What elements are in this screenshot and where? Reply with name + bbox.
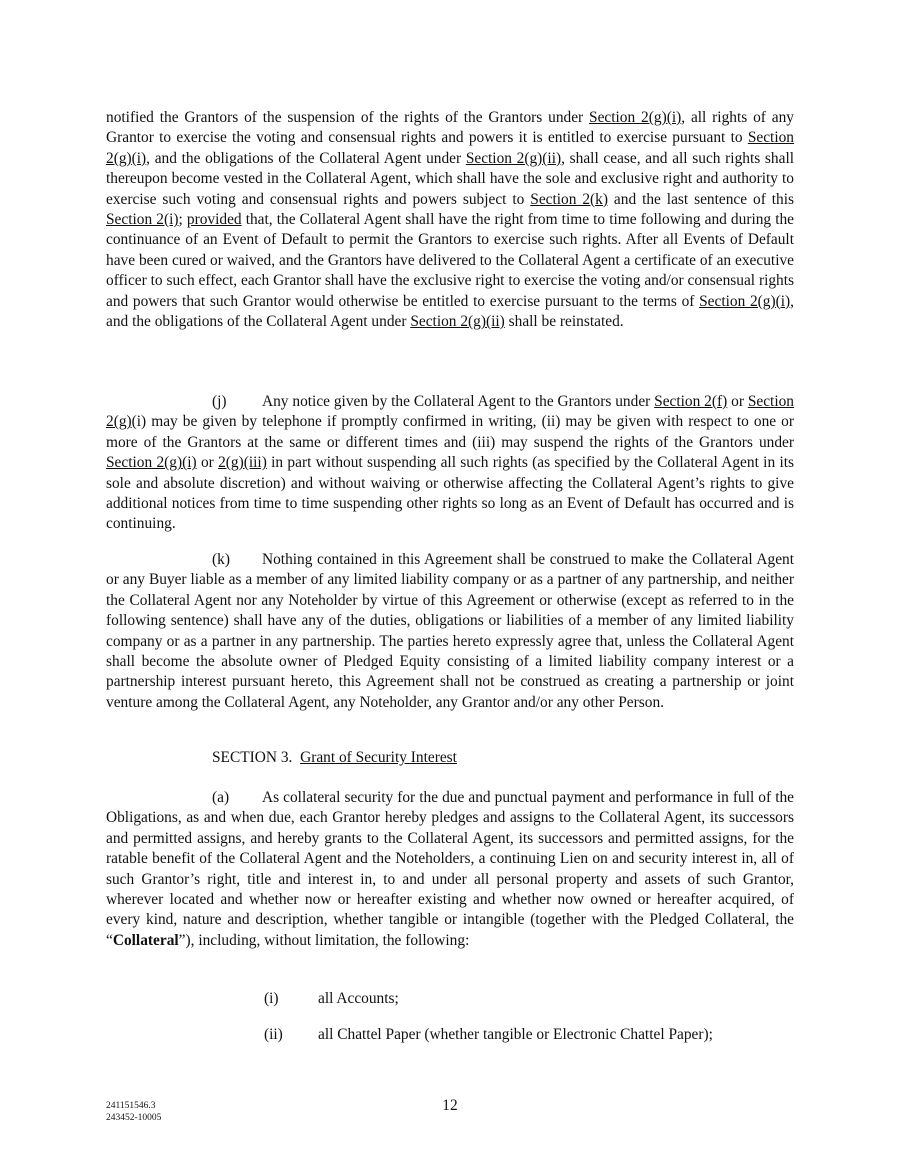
text-run: ”), including, without limitation, the following: (178, 931, 470, 949)
list-item-text: all Accounts; (318, 990, 399, 1007)
paragraph-k (106, 550, 794, 713)
section-reference: Section 2(k) (530, 190, 608, 208)
section-reference: Section 2(g)(i) (699, 292, 791, 310)
document-id-line: 241151546.3 (106, 1101, 156, 1111)
text-run: , all rights of any Grantor to exercise the voting and consensual rights and powers it is entitled to exercise pursuant to (106, 109, 794, 147)
paragraph-label: (k) (212, 551, 230, 568)
text-run: ; (178, 211, 187, 229)
document-id-line: 243452-10005 (106, 1113, 162, 1123)
list-item-number: (ii) (264, 1026, 283, 1043)
list-item (264, 989, 399, 1009)
section-reference: Section 2(g)(i) (589, 109, 682, 126)
section-reference: Section 2(f) (654, 393, 728, 410)
text-run: Any notice given by the Collateral Agent to the Grantors under (262, 393, 655, 410)
paragraph-a (106, 788, 794, 951)
section-reference: Section 2(i) (106, 211, 179, 229)
text-run: and the last sentence of this (608, 190, 794, 208)
defined-term-collateral: Collateral (112, 931, 179, 949)
text-run: (i) may be given by telephone if promptly confirmed in writing, (ii) may be given with respect to one or more of the Grantors at the same or different times and (iii) may suspend the rights of the Grantors under (106, 413, 794, 451)
list-item-text: all Chattel Paper (whether tangible or Electronic Chattel Paper); (318, 1026, 713, 1043)
paragraph-j (106, 392, 794, 535)
text-run: or (727, 393, 748, 410)
text-run: in part without suspending all such rights (as specified by the Collateral Agent in its sole and absolute discretion) and without waiving or otherwise affecting the Collateral Agent’s rights to give additional notices from time to time suspending other rights so long as an Event of Default has occurred and is continuing. (106, 454, 794, 533)
section-reference: Section 2(g)(ii) (465, 149, 562, 167)
section-number: SECTION 3. (212, 749, 293, 766)
section-reference: Section 2(g)(i) (106, 454, 197, 472)
section-reference: 2(g)(iii) (218, 454, 267, 472)
section-title: Grant of Security Interest (300, 749, 457, 766)
text-run: Nothing contained in this Agreement shall be construed to make the Collateral Agent or any Buyer liable as a member of any limited liability company or as a partner of any partnership, and neither the Collateral Agent nor any Noteholder by virtue of this Agreement or otherwise (except as referred to in the following sentence) shall have any of the duties, obligations or liabilities of a member of any limited liability company or as a partner in any partnership. The parties hereto expressly agree that, unless the Collateral Agent shall become the absolute owner of Pledged Equity consisting of a limited liability company interest or a partnership interest pursuant hereto, this Agreement shall not be construed as creating a partnership or joint venture among the Collateral Agent, any Noteholder, any Grantor and/or any other Person. (106, 551, 794, 711)
text-run: , and the obligations of the Collateral Agent under (106, 292, 794, 331)
list-item (264, 1025, 713, 1045)
section-3-heading (212, 748, 457, 768)
text-run: , and the obligations of the Collateral Agent under (146, 149, 466, 167)
section-reference: Section 2(g) (106, 393, 794, 431)
paragraph-label: (j) (212, 393, 227, 410)
section-reference: Section 2(g)(ii) (410, 313, 505, 331)
list-item-number: (i) (264, 990, 279, 1007)
page-number: 12 (442, 1097, 458, 1114)
text-run: or (196, 454, 219, 472)
paragraph-i-continued (106, 108, 794, 332)
section-reference: Section 2(g)(i) (106, 129, 794, 167)
text-run: , shall cease, and all such rights shall thereupon become vested in the Collateral Agent, which shall have the sole and exclusive right and authority to exercise such voting and consensual rights and powers subject to (106, 149, 795, 208)
paragraph-label: (a) (212, 789, 230, 806)
provided-term: provided (186, 211, 242, 229)
text-run: that, the Collateral Agent shall have the right from time to time following and during the continuance of an Event of Default to permit the Grantors to exercise such rights. After all Events of Default have been cured or waived, and the Grantors have delivered to the Collateral Agent a certificate of an executive officer to such effect, each Grantor shall have the exclusive right to exercise the voting and/or consensual rights and powers that such Grantor would otherwise be entitled to exercise pursuant to the terms of (106, 211, 795, 310)
text-run: shall be reinstated. (504, 313, 624, 331)
text-run: notified the Grantors of the suspension of the rights of the Grantors under (106, 109, 590, 126)
text-run: As collateral security for the due and punctual payment and performance in full of the Obligations, as and when due, each Grantor hereby pledges and assigns to the Collateral Agent, its successors and permitted assigns, and hereby grants to the Collateral Agent, its successors and permitted assigns, for the ratable benefit of the Collateral Agent and the Noteholders, a continuing Lien on and security interest in, all of such Grantor’s right, title and interest in, to and under all personal property and assets of such Grantor, wherever located and whether now or hereafter existing and whether now owned or hereafter acquired, of every kind, nature and description, whether tangible or intangible (together with the Pledged Collateral, the “ (106, 789, 794, 949)
